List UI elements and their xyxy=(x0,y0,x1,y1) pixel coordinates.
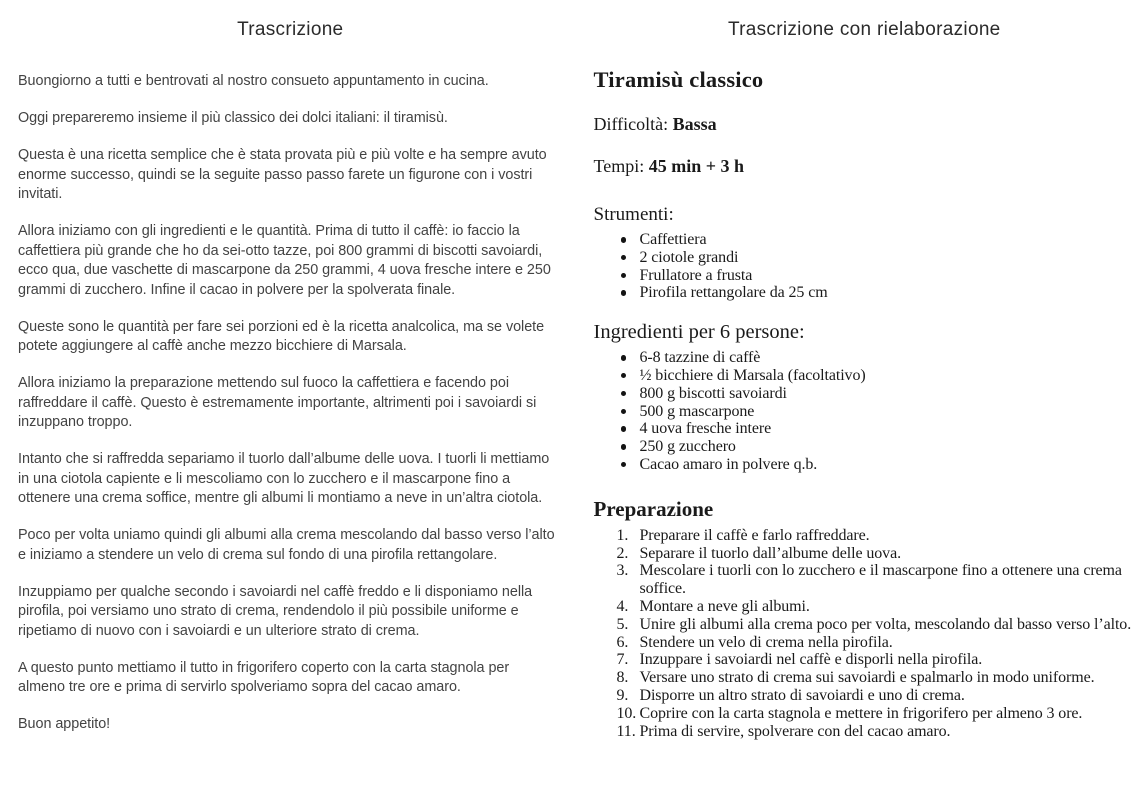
tool-list-item xyxy=(594,231,1135,249)
tool-list-item-text: Caffettiera xyxy=(639,231,707,248)
ingredient-list-item xyxy=(594,456,1135,474)
preparation-step xyxy=(594,687,1135,705)
bullet-icon xyxy=(621,373,627,379)
tool-list-item-text: Frullatore a frusta xyxy=(639,266,753,284)
time-row xyxy=(594,156,1136,177)
step-number: 2. xyxy=(616,544,629,562)
transcript-paragraph: Inzuppiamo per qualche secondo i savoiardi nel caffè freddo e li disponiamo nella pirofila, poi versiamo uno strato di crema, rendendolo il più possibile uniforme e ripetiamo di nuovo con i savoiardi e un ulteriore strato di crema. xyxy=(18,583,533,639)
transcript-paragraph: Queste sono le quantità per fare sei porzioni ed è la ricetta analcolica, ma se volete potete aggiungere al caffè anche mezzo bicchiere di Marsala. xyxy=(18,318,545,354)
ingredient-list-item-text: 4 uova fresche intere xyxy=(639,420,772,438)
tool-list-item xyxy=(594,284,1135,302)
step-number: 11. xyxy=(616,722,636,740)
ingredient-list-item-text: ½ bicchiere di Marsala (facoltativo) xyxy=(639,366,866,384)
preparation-step xyxy=(594,669,1135,687)
difficulty-label: Difficoltà: xyxy=(593,114,669,134)
time-label: Tempi: xyxy=(593,156,645,176)
step-number: 6. xyxy=(616,633,629,651)
transcript-paragraph: Allora iniziamo con gli ingredienti e le quantità. Prima di tutto il caffè: io faccio la caffettiera più grande che ho da sei-otto tazze, poi 800 grammi di biscotti savoiardi, ecco qua, due vaschette di mascarpone da 250 grammi, 4 uova fresche intere e 250 grammi di zucchero. Infine il cacao in polvere per la spolverata finale. xyxy=(18,223,551,298)
transcript-paragraph: Buongiorno a tutti e bentrovati al nostro consueto appuntamento in cucina. xyxy=(18,73,489,89)
difficulty-row xyxy=(594,114,1136,135)
ingredient-list-item-text: 500 g mascarpone xyxy=(639,402,755,420)
ingredients-list xyxy=(594,349,1136,474)
step-number: 5. xyxy=(616,615,629,633)
preparation-heading: Preparazione xyxy=(593,496,714,521)
preparation-step-text: Disporre un altro strato di savoiardi e uno di crema. xyxy=(639,686,965,704)
preparation-step-text: Unire gli albumi alla crema poco per volta, mescolando dal basso verso l’alto. xyxy=(639,615,1132,633)
ingredient-list-item xyxy=(594,349,1135,367)
transcript-paragraph: Intanto che si raffredda separiamo il tuorlo dall’albume delle uova. I tuorli li mettiamo in una ciotola capiente e li mescoliamo con lo zucchero e il mascarpone fino a ottenere una crema soffice, mentre gli albumi li montiamo a neve in un’altra ciotola. xyxy=(18,451,550,506)
reworked-column xyxy=(573,0,1145,800)
bullet-icon xyxy=(621,462,627,468)
transcript-paragraph: Questa è una ricetta semplice che è stata provata più e più volte e ha sempre avuto enorme successo, quindi se la seguite passo passo farete un figurone con i vostri invitati. xyxy=(18,147,547,202)
preparation-steps xyxy=(594,527,1136,741)
recipe-title: Tiramisù classico xyxy=(593,67,764,92)
time-value: 45 min + 3 h xyxy=(648,156,745,176)
step-number: 9. xyxy=(616,686,629,704)
transcript-paragraphs xyxy=(18,72,563,735)
bullet-icon xyxy=(621,290,627,296)
preparation-step xyxy=(594,598,1135,616)
tool-list-item xyxy=(594,267,1135,285)
preparation-step-text: Inzuppare i savoiardi nel caffè e disporli nella pirofila. xyxy=(639,651,983,669)
ingredient-list-item-text: 6-8 tazzine di caffè xyxy=(639,349,761,367)
preparation-step-text: Stendere un velo di crema nella pirofila. xyxy=(639,633,893,651)
bullet-icon xyxy=(621,391,627,397)
bullet-icon xyxy=(621,444,627,450)
step-number: 8. xyxy=(616,669,629,687)
tool-list-item-text: 2 ciotole grandi xyxy=(639,248,739,266)
difficulty-value: Bassa xyxy=(672,114,717,134)
ingredient-list-item xyxy=(594,385,1135,403)
preparation-step-text: Prima di servire, spolverare con del cacao amaro. xyxy=(639,722,951,740)
bullet-icon xyxy=(621,355,627,361)
step-number: 10. xyxy=(616,704,637,722)
transcript-paragraph: A questo punto mettiamo il tutto in frigorifero coperto con la carta stagnola per almeno tre ore e prima di servirlo spolveriamo sopra del cacao amaro. xyxy=(18,659,510,695)
ingredient-list-item-text: 800 g biscotti savoiardi xyxy=(639,384,787,402)
reworked-column-title: Trascrizione con rielaborazione xyxy=(727,19,1001,40)
preparation-step-text: Preparare il caffè e farlo raffreddare. xyxy=(639,526,870,544)
preparation-step-text: Coprire con la carta stagnola e mettere in frigorifero per almeno 3 ore. xyxy=(639,704,1083,722)
step-number: 4. xyxy=(616,597,629,615)
ingredient-list-item xyxy=(594,438,1135,456)
preparation-step-text: Separare il tuorlo dall’albume delle uova. xyxy=(639,544,901,562)
bullet-icon xyxy=(621,237,627,243)
ingredient-list-item-text: 250 g zucchero xyxy=(639,438,736,456)
step-number: 7. xyxy=(616,651,629,669)
preparation-step xyxy=(594,562,1135,598)
transcript-paragraph: Buon appetito! xyxy=(18,716,111,732)
bullet-icon xyxy=(621,409,627,415)
transcript-paragraph: Oggi prepareremo insieme il più classico dei dolci italiani: il tiramisù. xyxy=(18,110,448,126)
preparation-step xyxy=(594,616,1135,634)
preparation-step xyxy=(594,634,1135,652)
transcript-paragraph: Allora iniziamo la preparazione mettendo sul fuoco la caffettiera e facendo poi raffreddare il caffè. Questo è estremamente importante, altrimenti poi i savoiardi si inzuppano troppo. xyxy=(18,375,537,430)
preparation-step-text: Mescolare i tuorli con lo zucchero e il mascarpone fino a ottenere una crema soffice. xyxy=(639,562,1122,598)
step-number: 1. xyxy=(616,526,629,544)
tool-list-item xyxy=(594,249,1135,267)
step-number: 3. xyxy=(616,562,629,580)
preparation-step-text: Versare uno strato di crema sui savoiardi e spalmarlo in modo uniforme. xyxy=(639,669,1095,687)
bullet-icon xyxy=(621,273,627,279)
preparation-step-text: Montare a neve gli albumi. xyxy=(639,597,810,615)
tool-list-item-text: Pirofila rettangolare da 25 cm xyxy=(639,284,828,302)
ingredient-list-item-text: Cacao amaro in polvere q.b. xyxy=(639,455,818,473)
ingredients-heading: Ingredienti per 6 persone: xyxy=(593,321,805,344)
preparation-step xyxy=(594,651,1135,669)
tools-heading: Strumenti: xyxy=(593,204,674,225)
ingredient-list-item xyxy=(594,420,1135,438)
ingredient-list-item xyxy=(594,367,1135,385)
preparation-step xyxy=(594,705,1135,723)
bullet-icon xyxy=(621,426,627,432)
bullet-icon xyxy=(621,255,627,261)
preparation-step xyxy=(594,545,1135,563)
transcription-column-title: Trascrizione xyxy=(237,19,344,40)
tools-list xyxy=(594,231,1136,302)
ingredient-list-item xyxy=(594,403,1135,421)
preparation-step xyxy=(594,723,1135,741)
preparation-step xyxy=(594,527,1135,545)
transcript-paragraph: Poco per volta uniamo quindi gli albumi alla crema mescolando dal basso verso l’alto e iniziamo a stendere un velo di crema sul fondo di una pirofila rettangolare. xyxy=(18,527,555,563)
